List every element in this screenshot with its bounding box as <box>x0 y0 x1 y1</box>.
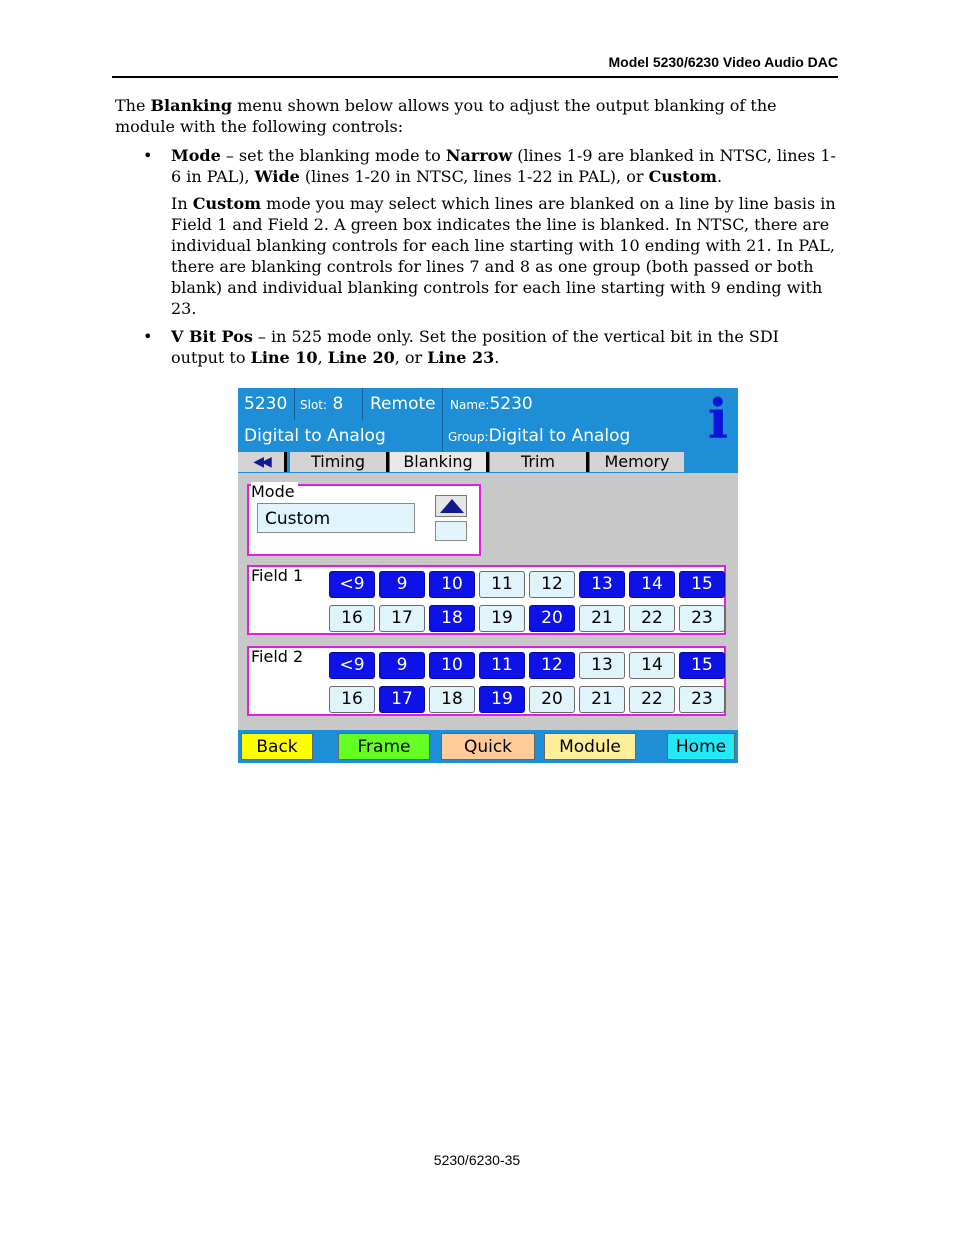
model-number: 5230 <box>244 394 288 414</box>
bullet-dot: • <box>143 146 153 165</box>
back-arrow-icon[interactable]: ◀◀ <box>238 452 287 472</box>
module-name <box>450 388 533 420</box>
blanking-menu-screenshot <box>238 388 738 763</box>
field2-line-button-18[interactable]: 18 <box>429 686 475 713</box>
mode-label: Mode <box>251 482 298 501</box>
text: (lines 1-20 in NTSC, lines 1-22 in PAL), or <box>299 167 649 186</box>
field1-line-button-17[interactable]: 17 <box>379 605 425 632</box>
intro-paragraph <box>115 95 837 137</box>
field1-line-button-lt9[interactable]: <9 <box>329 571 375 598</box>
frame-button[interactable]: Frame <box>338 733 430 760</box>
term-line10: Line 10 <box>250 348 318 367</box>
text: , or <box>394 348 428 367</box>
remote-button[interactable]: Remote <box>370 394 436 414</box>
tab-trim[interactable]: Trim <box>490 452 589 472</box>
intro-menu-name: Blanking <box>150 96 233 115</box>
quick-button[interactable]: Quick <box>441 733 535 760</box>
field1-line-button-14[interactable]: 14 <box>629 571 675 598</box>
field2-line-button-10[interactable]: 10 <box>429 652 475 679</box>
field1-line-button-11[interactable]: 11 <box>479 571 525 598</box>
field1-line-button-9[interactable]: 9 <box>379 571 425 598</box>
term-narrow: Narrow <box>445 146 513 165</box>
text: . <box>494 348 500 367</box>
field1-line-button-23[interactable]: 23 <box>679 605 725 632</box>
bottom-nav <box>238 730 738 763</box>
back-button[interactable]: Back <box>241 733 313 760</box>
field1-line-button-20[interactable]: 20 <box>529 605 575 632</box>
slot-info <box>300 388 343 420</box>
intro-text: The <box>115 96 151 115</box>
field2-line-button-15[interactable]: 15 <box>679 652 725 679</box>
term-vbit: V Bit Pos <box>171 327 253 346</box>
term-mode: Mode <box>171 146 221 165</box>
text: , <box>317 348 328 367</box>
page-footer <box>0 1152 954 1168</box>
field2-line-button-14[interactable]: 14 <box>629 652 675 679</box>
list-item-vbit <box>115 326 837 368</box>
slot-label: Slot: <box>300 398 328 412</box>
text: – set the blanking mode to <box>220 146 446 165</box>
slot-value: 8 <box>332 394 344 414</box>
term-custom: Custom <box>648 167 717 186</box>
mode-down-button[interactable] <box>435 521 467 541</box>
tab-blanking[interactable]: Blanking <box>390 452 489 472</box>
mode-up-button[interactable] <box>435 495 467 517</box>
intro-text-2: menu shown below allows you to adjust the output blanking of the module with the following controls: <box>115 96 777 136</box>
tab-timing[interactable]: Timing <box>290 452 389 472</box>
custom-description <box>171 193 837 319</box>
field1-line-button-15[interactable]: 15 <box>679 571 725 598</box>
field2-line-button-20[interactable]: 20 <box>529 686 575 713</box>
mode-description <box>171 145 837 187</box>
term-wide: Wide <box>254 167 300 186</box>
bullet-dot: • <box>143 327 153 346</box>
text: – in 525 mode only. Set the position of the vertical bit in the SDI output to <box>171 327 779 367</box>
name-label: Name: <box>450 398 490 412</box>
field2-line-button-22[interactable]: 22 <box>629 686 675 713</box>
list-item-mode <box>115 145 837 319</box>
text: mode you may select which lines are blanked on a line by line basis in Field 1 and Field 2. A green box indicates the line is blanked. In NTSC, there are individual blanking controls for each line starting with 10 ending with 21. In PAL, there are blanking controls for lines 7 and 8 as one group (both passed or both blank) and individual blanking controls for each line starting with 9 ending with 23. <box>171 194 836 318</box>
tab-bar <box>238 452 738 473</box>
field2-line-button-lt9[interactable]: <9 <box>329 652 375 679</box>
field1-line-button-22[interactable]: 22 <box>629 605 675 632</box>
info-icon: i <box>707 387 729 451</box>
field1-line-button-13[interactable]: 13 <box>579 571 625 598</box>
page-header <box>112 54 838 78</box>
description-row <box>238 420 698 452</box>
group-info <box>448 420 630 452</box>
home-button[interactable]: Home <box>667 733 735 760</box>
controls-list <box>115 145 837 368</box>
field1-line-button-21[interactable]: 21 <box>579 605 625 632</box>
field2-line-button-13[interactable]: 13 <box>579 652 625 679</box>
field1-line-button-10[interactable]: 10 <box>429 571 475 598</box>
field-2-group <box>247 646 726 716</box>
module-button[interactable]: Module <box>544 733 636 760</box>
field2-line-button-17[interactable]: 17 <box>379 686 425 713</box>
text: In <box>171 194 193 213</box>
group-label: Group: <box>448 430 489 444</box>
field1-line-button-12[interactable]: 12 <box>529 571 575 598</box>
text: . <box>716 167 723 186</box>
mode-select[interactable]: Custom <box>257 503 415 533</box>
field1-line-button-19[interactable]: 19 <box>479 605 525 632</box>
field2-line-button-12[interactable]: 12 <box>529 652 575 679</box>
field1-line-button-18[interactable]: 18 <box>429 605 475 632</box>
text: (lines 1-9 are blanked in NTSC, lines 1-6 in PAL), <box>171 146 836 186</box>
tab-memory[interactable]: Memory <box>590 452 684 472</box>
page-number: 5230/6230-35 <box>433 1152 521 1168</box>
field2-line-button-23[interactable]: 23 <box>679 686 725 713</box>
field2-line-button-9[interactable]: 9 <box>379 652 425 679</box>
term-custom-2: Custom <box>192 194 262 213</box>
status-row <box>238 388 698 420</box>
up-arrow-icon <box>440 499 464 513</box>
field-1-label: Field 1 <box>251 566 304 585</box>
field2-line-button-11[interactable]: 11 <box>479 652 525 679</box>
term-line23: Line 23 <box>427 348 495 367</box>
group-value: Digital to Analog <box>488 426 631 446</box>
field2-line-button-19[interactable]: 19 <box>479 686 525 713</box>
module-description: Digital to Analog <box>244 426 386 446</box>
field2-line-button-21[interactable]: 21 <box>579 686 625 713</box>
header-title: Model 5230/6230 Video Audio DAC <box>608 54 838 70</box>
term-line20: Line 20 <box>327 348 395 367</box>
field-2-label: Field 2 <box>251 647 304 666</box>
body-text <box>115 95 837 375</box>
name-value: 5230 <box>489 394 533 414</box>
mode-group <box>247 484 481 556</box>
vbit-description <box>171 326 837 368</box>
info-button[interactable] <box>698 388 738 452</box>
field-1-group <box>247 565 726 635</box>
field2-line-button-16[interactable]: 16 <box>329 686 375 713</box>
field1-line-button-16[interactable]: 16 <box>329 605 375 632</box>
